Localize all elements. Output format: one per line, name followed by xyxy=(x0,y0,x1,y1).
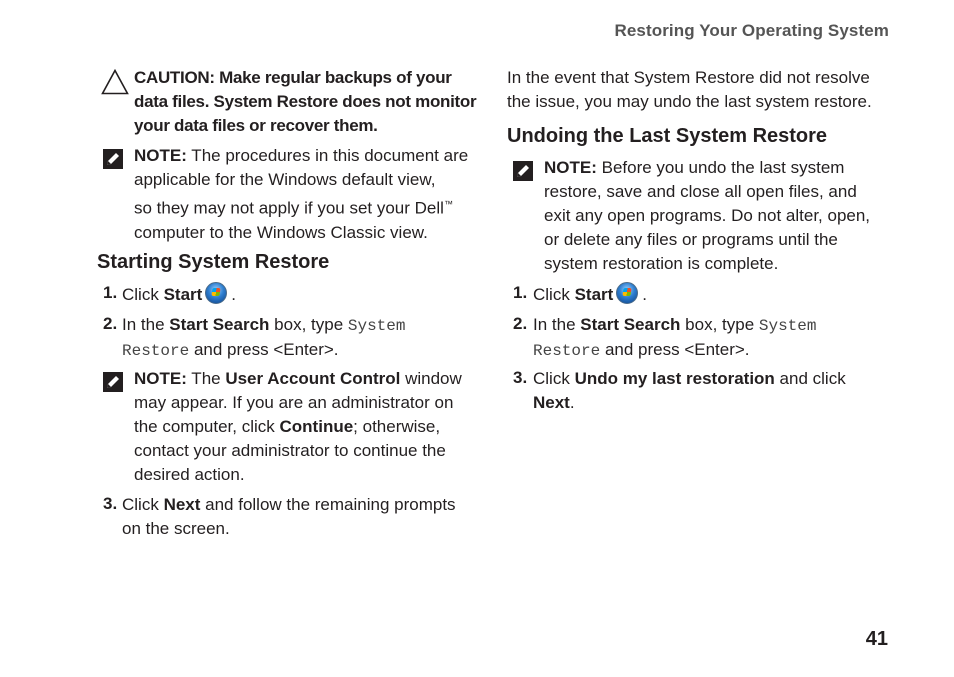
page-number: 41 xyxy=(865,628,888,650)
note-pencil-icon xyxy=(103,372,123,392)
windows-start-orb-icon xyxy=(205,282,227,304)
step-start-search: In the Start Search box, type System Restore and press <Enter>. xyxy=(122,315,406,360)
step-click-start: Click Start . xyxy=(533,282,647,307)
step-number: 2. xyxy=(513,314,528,333)
section-heading-undoing: Undoing the Last System Restore xyxy=(507,125,828,147)
step-number: 1. xyxy=(513,283,528,302)
step-number: 1. xyxy=(103,283,118,302)
step-click-start: Click Start . xyxy=(122,282,236,307)
step-number: 3. xyxy=(513,368,528,387)
step-number: 2. xyxy=(103,314,118,333)
intro-paragraph: In the event that System Restore did not resolve the issue, you may undo the last system restore. xyxy=(507,68,872,111)
page-header: Restoring Your Operating System xyxy=(614,21,889,40)
note-uac-text: NOTE: The User Account Control window may appear. If you are an administrator on the computer, click Continue; otherwise, contact your administrator to continue the desired action. xyxy=(134,369,462,484)
caution-text: CAUTION: Make regular backups of your data files. System Restore does not monitor your data files or recover them. xyxy=(134,68,477,135)
note-undo-text: NOTE: Before you undo the last system restore, save and close all open files, and exit any open programs. Do not alter, open, or delete any files or programs until the system restoration is complete. xyxy=(544,158,871,273)
step-number: 3. xyxy=(103,494,118,513)
step-start-search: In the Start Search box, type System Restore and press <Enter>. xyxy=(533,315,817,360)
step-click-next: Click Next and follow the remaining prompts on the screen. xyxy=(122,495,456,538)
note-pencil-icon xyxy=(103,149,123,169)
caution-triangle-icon xyxy=(101,69,129,95)
windows-start-orb-icon xyxy=(616,282,638,304)
step-undo-restoration: Click Undo my last restoration and click Next. xyxy=(533,369,846,412)
note-defaults-text: NOTE: The procedures in this document are applicable for the Windows default view, so they may not apply if you set your Dell™ computer to the Windows Classic view. xyxy=(134,146,469,242)
section-heading-starting: Starting System Restore xyxy=(97,251,330,273)
note-pencil-icon xyxy=(513,161,533,181)
